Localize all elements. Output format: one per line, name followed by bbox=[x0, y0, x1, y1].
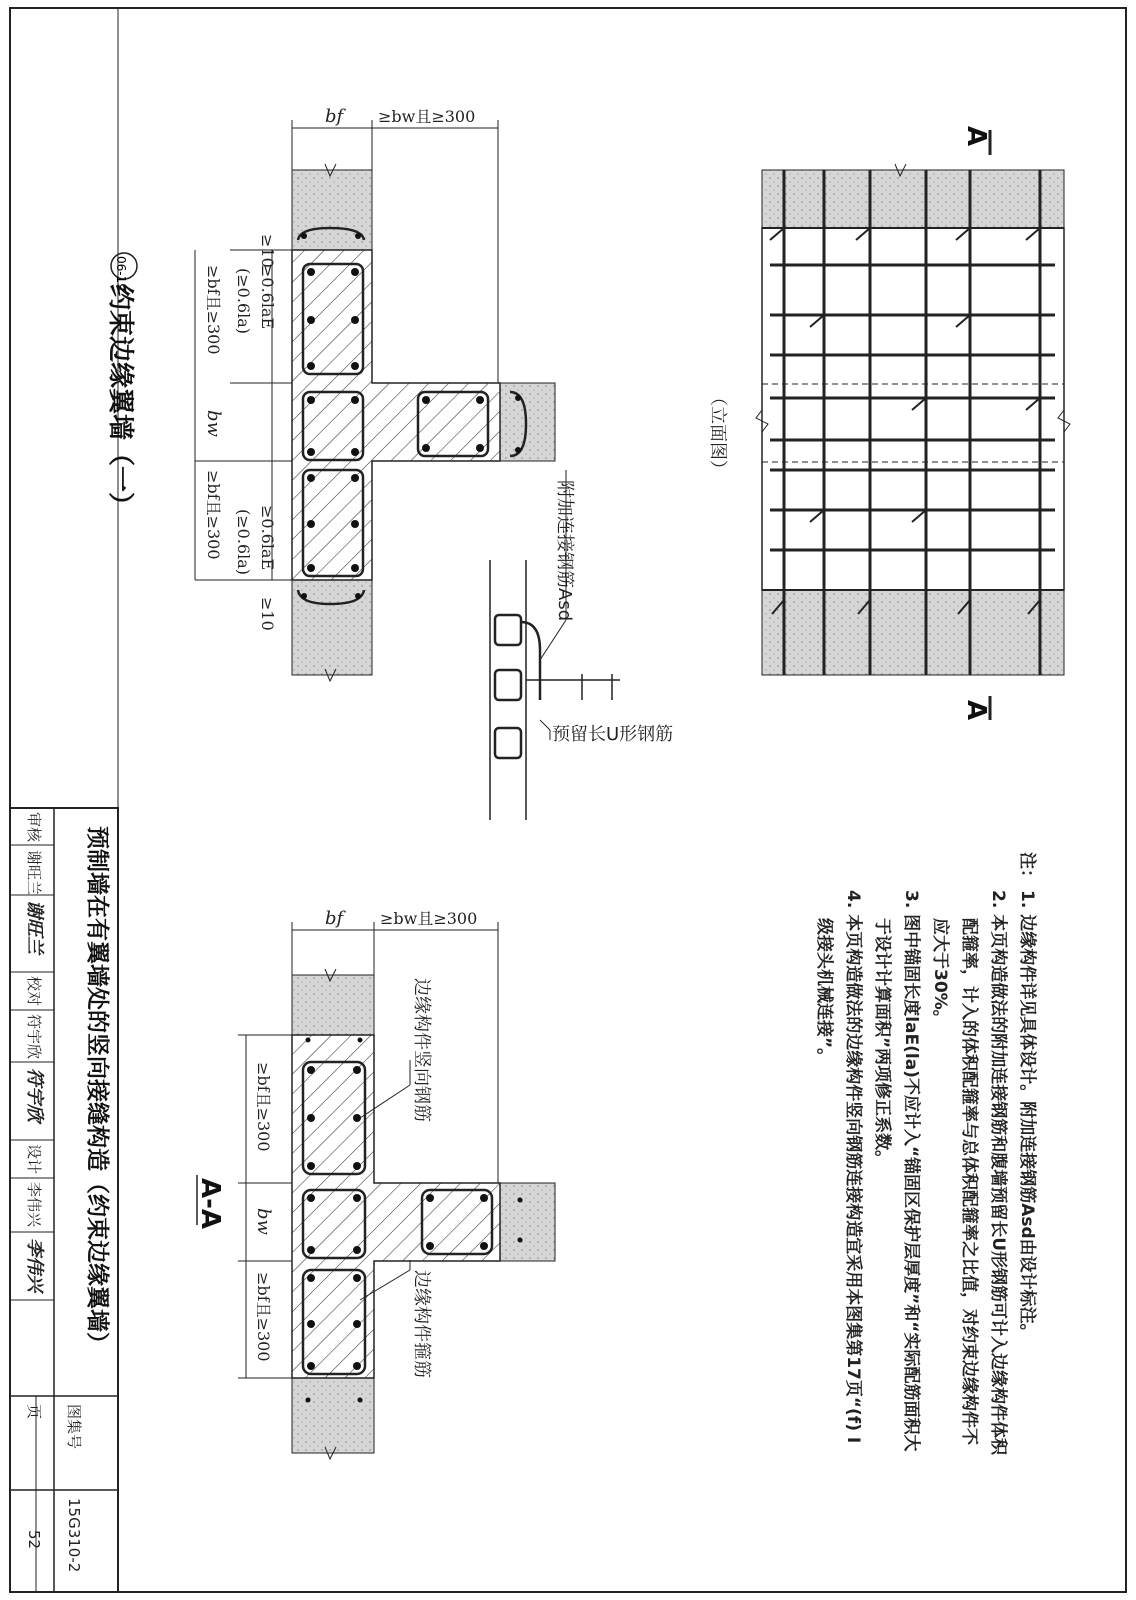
notes-block bbox=[814, 852, 1038, 1456]
reviewer-signature: 谢旺兰 bbox=[24, 900, 45, 954]
plan-top-dim-10a: ≥10 bbox=[258, 234, 277, 268]
note-line-6: 于设计计算面积”两项修正系数。 bbox=[872, 918, 892, 1168]
plan-top-dim-bf-a: ≥bf且≥300 bbox=[204, 265, 223, 355]
reviewer: 谢旺兰 bbox=[25, 850, 43, 896]
title-block-title: 预制墙在有翼墙处的竖向接缝构造（约束边缘翼墙） bbox=[84, 826, 110, 1355]
notes-heading: 注： bbox=[1017, 852, 1037, 886]
atlas-no: 15G310-2 bbox=[65, 1498, 83, 1573]
section-cast-zone bbox=[292, 1035, 500, 1378]
plan-top-dim-laE-a: ≥0.6laE bbox=[258, 264, 277, 330]
designer-signature: 李伟兴 bbox=[24, 1238, 45, 1292]
plan-top-dim-la-b: (≥0.6la) bbox=[234, 509, 253, 575]
page-no: 52 bbox=[25, 1530, 43, 1550]
section-dim-bf: bf bbox=[325, 908, 344, 929]
label-u-bar: 预留长U形钢筋 bbox=[552, 724, 674, 745]
design-label: 设计 bbox=[25, 1144, 43, 1175]
checker-signature: 符宇欣 bbox=[24, 1068, 45, 1122]
label-additional-bar: 附加连接钢筋Asd bbox=[554, 480, 575, 622]
elevation-drawing bbox=[707, 126, 1070, 720]
note-line-3: 配箍率，计入的体积配箍率与总体积配箍率之比值，对约束边缘构件不 bbox=[959, 918, 979, 1445]
checker: 符宇欣 bbox=[25, 1014, 43, 1060]
section-precast-web bbox=[500, 1183, 555, 1261]
section-precast-lower bbox=[292, 1378, 374, 1453]
section-aa-title: A-A bbox=[195, 1178, 225, 1230]
elevation-label: （立面图） bbox=[707, 388, 728, 478]
plan-top-cast-zone bbox=[292, 250, 500, 580]
section-aa-drawing bbox=[195, 908, 555, 1459]
plan-top-dim-bw: ≥bw且≥300 bbox=[378, 107, 476, 126]
plan-top-drawing bbox=[105, 106, 673, 820]
section-mark-bottom: A bbox=[961, 700, 991, 721]
section-mark-top: A bbox=[961, 126, 991, 147]
note-line-2: 2. 本页构造做法的附加连接钢筋和腹墙预留长U形钢筋可计入边缘构件体积 bbox=[988, 890, 1008, 1456]
plan-top-dim-10b: ≥10 bbox=[258, 597, 277, 631]
note-line-5: 3. 图中锚固长度laE(la)不应计入“锚固区保护层厚度”和“实际配筋面积大 bbox=[901, 890, 921, 1452]
section-precast-upper bbox=[292, 975, 374, 1035]
section-dim-bf-b: ≥bf且≥300 bbox=[254, 1272, 273, 1362]
plan-top-dim-bf-b: ≥bf且≥300 bbox=[204, 470, 223, 560]
plan-top-dim-laE-b: ≥0.6laE bbox=[258, 505, 277, 571]
label-vertical-bar: 边缘构件竖向钢筋 bbox=[411, 978, 432, 1122]
section-dim-bw: ≥bw且≥300 bbox=[380, 909, 478, 928]
note-line-7: 4. 本页构造做法的边缘构件竖向钢筋连接构造宜采用本图集第17页“(f) I bbox=[843, 890, 863, 1444]
note-line-1: 1. 边缘构件详见具体设计。附加连接钢筋Asd由设计标注。 bbox=[1017, 890, 1037, 1341]
page-label: 页 bbox=[25, 1404, 43, 1420]
title-block bbox=[10, 808, 118, 1592]
review-label: 审核 bbox=[25, 812, 43, 843]
note-line-8: 级接头机械连接”。 bbox=[814, 918, 834, 1066]
check-label: 校对 bbox=[25, 976, 43, 1007]
label-stirrup: 边缘构件箍筋 bbox=[411, 1270, 432, 1378]
designer: 李伟兴 bbox=[25, 1182, 43, 1228]
atlas-label: 图集号 bbox=[65, 1404, 83, 1450]
plan-top-dim-bf: bf bbox=[325, 106, 344, 127]
plan-top-dim-la-a: (≥0.6la) bbox=[234, 268, 253, 334]
note-line-4: 应大于30%。 bbox=[930, 918, 950, 1027]
plan-top-dim-bw-left: bw bbox=[203, 410, 224, 437]
plan-top-precast-web bbox=[500, 383, 555, 461]
detail-title: 约束边缘翼墙（一） bbox=[105, 284, 135, 519]
detail-badge: 06-19 bbox=[114, 256, 128, 291]
section-dim-bw-left: bw bbox=[253, 1208, 274, 1235]
section-dim-bf-a: ≥bf且≥300 bbox=[254, 1062, 273, 1152]
elevation-precast-bottom bbox=[762, 590, 1064, 675]
elevation-precast-top bbox=[762, 170, 1064, 228]
